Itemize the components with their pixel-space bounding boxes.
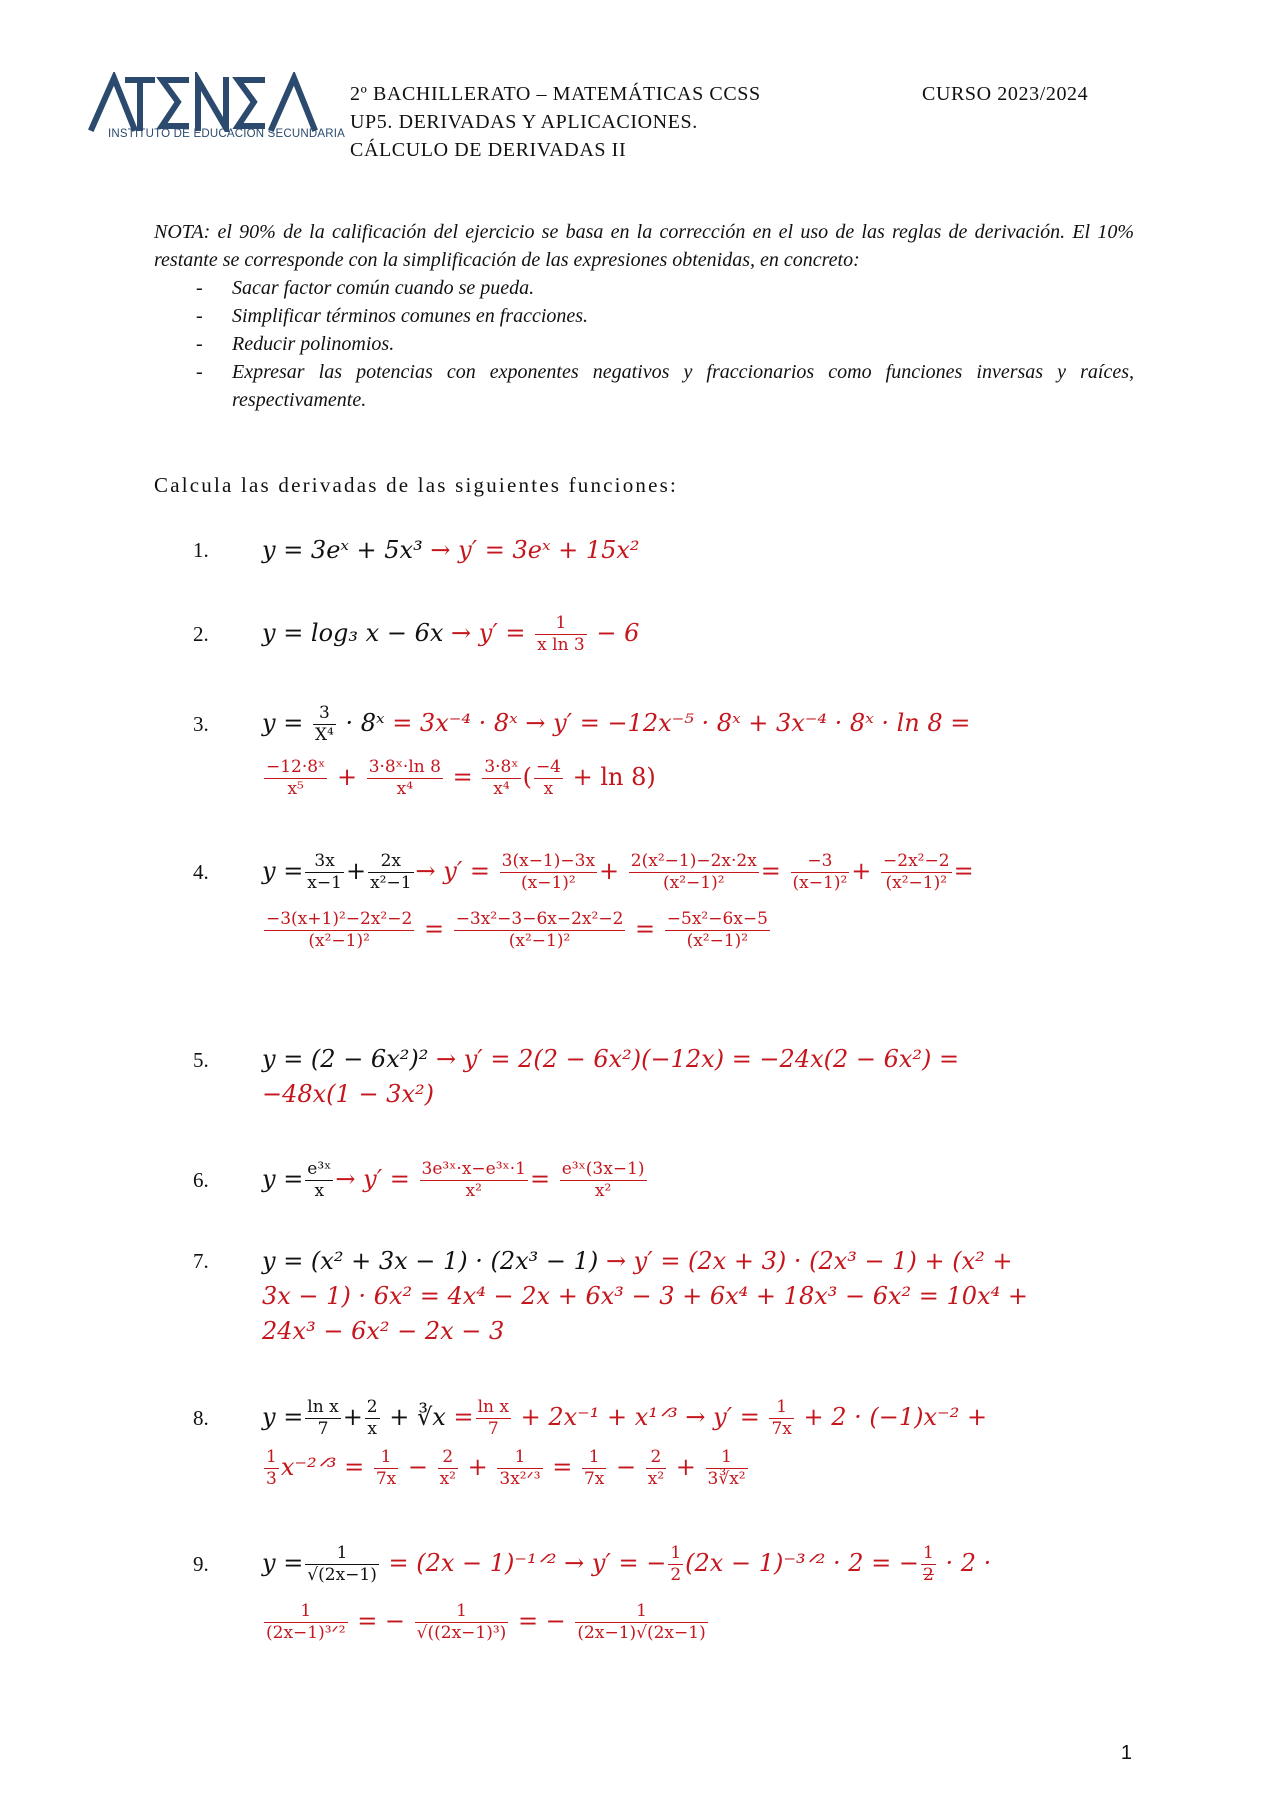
- atenea-logo-icon: [88, 72, 328, 132]
- exercise-2: y = log₃ x − 6x → y′ = $\frac{1}{\text{x ln 3}}$ − 6: [262, 613, 640, 655]
- note-bullet: - Expresar las potencias con exponentes negativos y fraccionarios como funciones inversas y raíces, respectivamente.: [196, 361, 1134, 411]
- school-logo: [88, 72, 346, 152]
- exercise-number: 7.: [193, 1249, 209, 1273]
- exercise-6: y = $\frac{\text{e³ˣ}}{x}$ → y′ = $\frac{\text{3e³ˣ·x−e³ˣ·1}}{\text{x²}}$ = $\frac{\text{e³ˣ(3x−1)}}{\text{x²}}$: [262, 1159, 645, 1201]
- exercise-3-line-2: $\frac{\text{−12·8ˣ}}{\text{x⁵}}$ + $\frac{\text{3·8ˣ·ln 8}}{\text{x⁴}}$ = $\frac{\text{3·8ˣ}}{\text{x⁴}}$ ( $\frac{-4}{x}$ + ln 8): [266, 757, 656, 799]
- exercise-7-line-1: y = (x² + 3x − 1) · (2x³ − 1) → y′ = (2x + 3) · (2x³ − 1) + (x² +: [262, 1247, 1013, 1275]
- exercise-number: 1.: [193, 538, 209, 562]
- exercise-8-line-2: $\frac{1}{3}$ x⁻²ᐟ³ = $\frac{1}{7x}$ − $\frac{2}{\text{x²}}$ + $\frac{1}{\text{3x²ᐟ³}}$ = $\frac{1}{7x}$ − $\frac{2}{\text{x²}}$ + $\frac{1}{\text{3∛x²}}$: [266, 1447, 746, 1489]
- exercise-number: 6.: [193, 1168, 209, 1192]
- header-line-3: CÁLCULO DE DERIVADAS II: [350, 139, 627, 161]
- note-bullet: - Simplificar términos comunes en fracciones.: [196, 305, 589, 327]
- course-label: CURSO 2023/2024: [922, 83, 1089, 105]
- grading-note: [154, 218, 1134, 414]
- note-text: NOTA: el 90% de la calificación del ejercicio se basa en la corrección en el uso de las reglas de derivación. El 10% restante se corresponde con la simplificación de las expresiones obtenidas, en concreto:: [154, 221, 1134, 271]
- note-bullet: - Sacar factor común cuando se pueda.: [196, 277, 535, 299]
- exercise-number: 4.: [193, 860, 209, 884]
- exercise-number: 2.: [193, 622, 209, 646]
- logo-text: ΛΤΞΝΞΛ: [88, 72, 92, 73]
- instructions: Calcula las derivadas de las siguientes funciones:: [154, 473, 679, 497]
- exercise-3-line-1: y = $\frac{3}{\text{X⁴}}$ · 8ˣ = 3x⁻⁴ · 8ˣ → y′ = −12x⁻⁵ · 8ˣ + 3x⁻⁴ · 8ˣ · ln 8 =: [262, 703, 971, 745]
- exercise-4-line-2: $\frac{\text{−3(x+1)²−2x²−2}}{\text{(x²−1)²}}$ = $\frac{\text{−3x²−3−6x−2x²−2}}{\text{(x²−1)²}}$ = $\frac{\text{−5x²−6x−5}}{\text{(x²−1)²}}$: [266, 909, 768, 951]
- page-number: 1: [1120, 1742, 1132, 1764]
- exercise-7-line-3: 24x³ − 6x² − 2x − 3: [262, 1317, 505, 1345]
- header-line-2: UP5. DERIVADAS Y APLICACIONES.: [350, 111, 698, 133]
- exercise-1: y = 3eˣ + 5x³ → y′ = 3eˣ + 15x²: [262, 536, 640, 564]
- exercise-number: 3.: [193, 712, 209, 736]
- exercise-4-line-1: y = $\frac{3x}{x-1}$ + $\frac{2x}{\text{x²−1}}$ → y′ = $\frac{3(x-1)-3x}{\text{(x−1)²}}$ + $\frac{\text{2(x²−1)−2x·2x}}{\text{(x²−1)²}}$ = $\frac{-3}{\text{(x−1)²}}$ + $\frac{\text{−2x²−2}}{\text{(x²−1)²}}$ =: [262, 851, 974, 893]
- exercise-number: 8.: [193, 1406, 209, 1430]
- exercise-7-line-2: 3x − 1) · 6x² = 4x⁴ − 2x + 6x³ − 3 + 6x⁴ + 18x³ − 6x² = 10x⁴ +: [262, 1282, 1028, 1310]
- exercise-9-line-1: y = $\frac{1}{√(2x-1)}$ = (2x − 1)⁻¹ᐟ² → y′ = − $\frac{1}{2}$ (2x − 1)⁻³ᐟ² · 2 = − $\frac{1}{2}$ · 2 ·: [262, 1543, 992, 1585]
- exercise-number: 5.: [193, 1048, 209, 1072]
- exercise-5-line-2: −48x(1 − 3x²): [262, 1080, 434, 1108]
- exercise-number: 9.: [193, 1552, 209, 1576]
- exercise-9-line-2: $\frac{1}{\text{(2x−1)³ᐟ²}}$ = − $\frac{1}{\text{√((2x−1)³)}}$ = − $\frac{1}{(2x-1)√(2x-1)}$: [266, 1601, 706, 1643]
- exercise-5-line-1: y = (2 − 6x²)² → y′ = 2(2 − 6x²)(−12x) = −24x(2 − 6x²) =: [262, 1045, 960, 1073]
- header-line-1: 2º BACHILLERATO – MATEMÁTICAS CCSS: [350, 83, 761, 105]
- logo-subtitle: INSTITUTO DE EDUCACIÓN SECUNDARIA: [108, 128, 346, 140]
- exercise-8-line-1: y = $\frac{\text{ln x}}{7}$ + $\frac{2}{x}$ + ∛x = $\frac{\text{ln x}}{7}$ + 2x⁻¹ + x¹ᐟ³ → y′ = $\frac{1}{7x}$ + 2 · (−1)x⁻² +: [262, 1397, 988, 1439]
- note-bullet: - Reducir polinomios.: [196, 333, 395, 355]
